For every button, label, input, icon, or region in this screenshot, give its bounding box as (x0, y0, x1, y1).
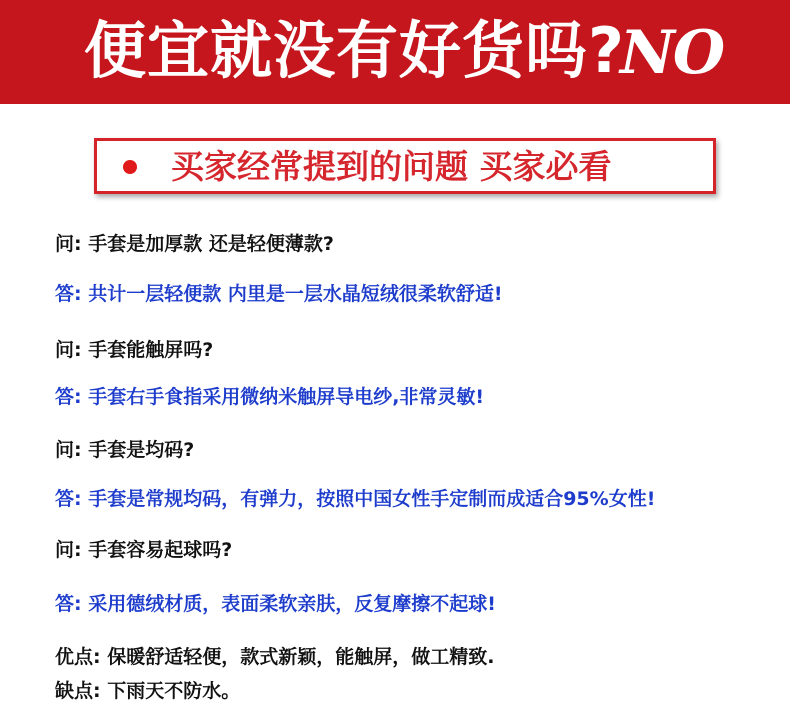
answer-3: 答: 手套是常规均码，有弹力，按照中国女性手定制而成适合95%女性! (55, 488, 656, 510)
notice-box (94, 138, 716, 194)
banner-no-text: NO (620, 18, 724, 88)
answer-4: 答: 采用德绒材质，表面柔软亲肤，反复摩擦不起球! (55, 593, 496, 615)
question-3: 问: 手套是均码? (55, 439, 195, 461)
answer-1: 答: 共计一层轻便款 内里是一层水晶短绒很柔软舒适! (55, 283, 503, 305)
question-1: 问: 手套是加厚款 还是轻便薄款? (55, 233, 334, 255)
question-4: 问: 手套容易起球吗? (55, 539, 233, 561)
header-banner (0, 0, 790, 104)
pros-text: 优点: 保暖舒适轻便，款式新颖，能触屏，做工精致. (55, 646, 495, 668)
banner-title: 便宜就没有好货吗? (84, 14, 625, 87)
question-2: 问: 手套能触屏吗? (55, 339, 214, 361)
cons-text: 缺点: 下雨天不防水。 (55, 680, 241, 702)
answer-2: 答: 手套右手食指采用微纳米触屏导电纱,非常灵敏! (55, 386, 485, 408)
notice-text: 买家经常提到的问题 买家必看 (171, 147, 612, 186)
bullet-dot-icon (123, 160, 137, 174)
